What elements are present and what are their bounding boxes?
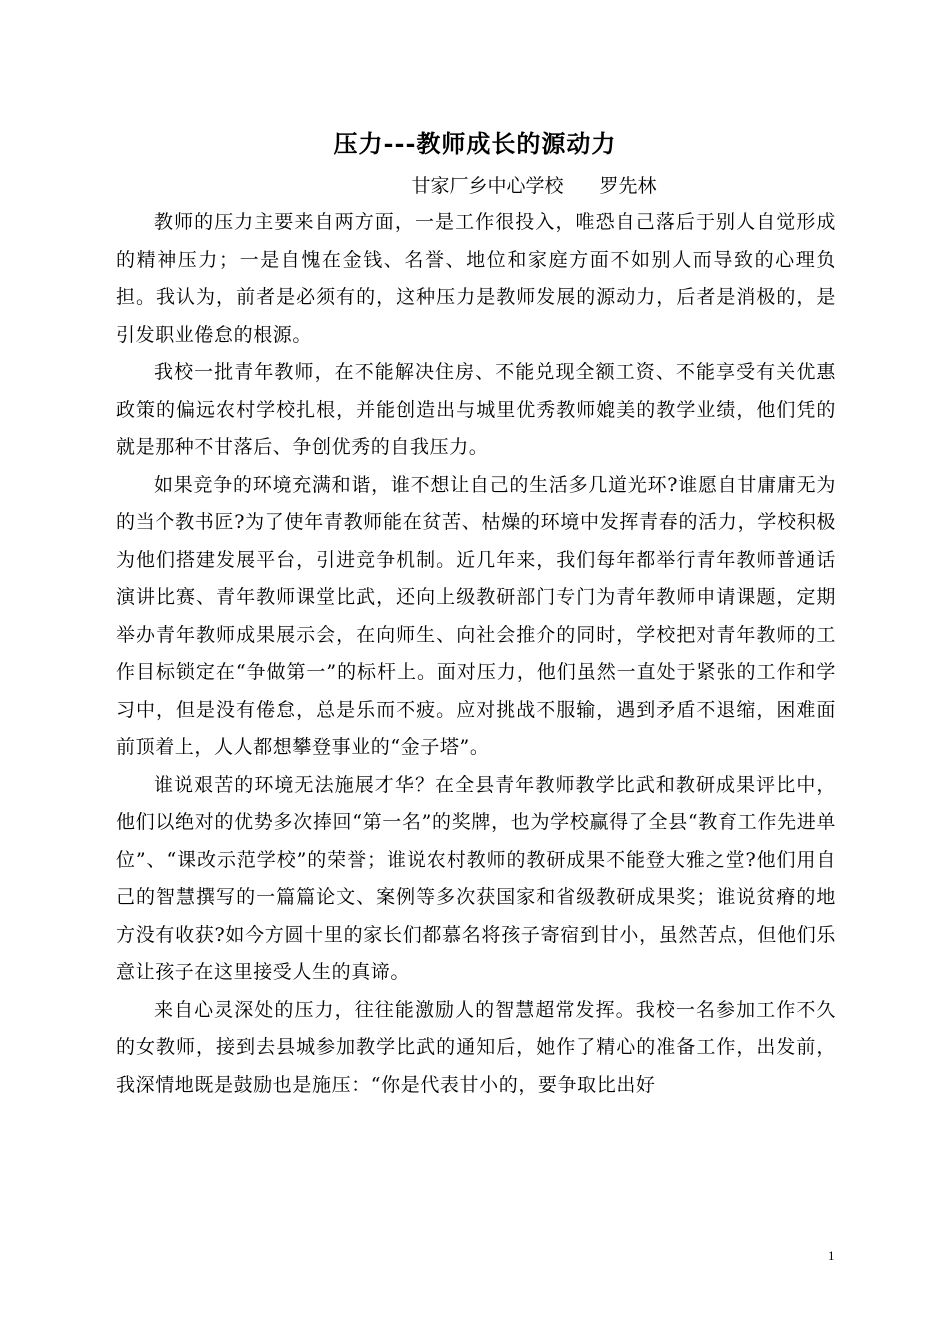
page-number: 1 — [828, 1248, 835, 1263]
paragraph-4: 谁说艰苦的环境无法施展才华？在全县青年教师教学比武和教研成果评比中，他们以绝对的优势多次捧回“第一名”的奖牌，也为学校赢得了全县“教育工作先进单位”、“课改示范学校”的荣誉；谁说农村教师的教研成果不能登大雅之堂?他们用自己的智慧撰写的一篇篇论文、案例等多次获国家和省级教研成果奖；谁说贫瘠的地方没有收获?如今方圆十里的家长们都慕名将孩子寄宿到甘小，虽然苦点，但他们乐意让孩子在这里接受人生的真谛。 — [116, 773, 836, 983]
author-name: 罗先林 — [599, 175, 657, 197]
paragraph-3: 如果竞争的环境充满和谐，谁不想让自己的生活多几道光环?谁愿自甘庸庸无为的当个教书匠?为了使年青教师能在贫苦、枯燥的环境中发挥青春的活力，学校积极为他们搭建发展平台，引进竞争机制。近几年来，我们每年都举行青年教师普通话演讲比赛、青年教师课堂比武，还向上级教研部门专门为青年教师申请课题，定期举办青年教师成果展示会，在向师生、向社会推介的同时，学校把对青年教师的工作目标锁定在“争做第一”的标杆上。面对压力，他们虽然一直处于紧张的工作和学习中，但是没有倦怠，总是乐而不疲。应对挑战不服输，遇到矛盾不退缩，困难面前顶着上，人人都想攀登事业的“金子塔”。 — [116, 473, 836, 758]
byline — [0, 168, 950, 204]
paragraph-2: 我校一批青年教师，在不能解决住房、不能兑现全额工资、不能享受有关优惠政策的偏远农村学校扎根，并能创造出与城里优秀教师媲美的教学业绩，他们凭的就是那种不甘落后、争创优秀的自我压力。 — [116, 361, 836, 458]
paragraph-5: 来自心灵深处的压力，往往能激励人的智慧超常发挥。我校一名参加工作不久的女教师，接到去县城参加教学比武的通知后，她作了精心的准备工作，出发前，我深情地既是鼓励也是施压：“你是代表甘小的，要争取比出好 — [116, 998, 836, 1096]
document-title: 压力---教师成长的源动力 — [333, 129, 617, 158]
article-body — [116, 204, 836, 1104]
school-name: 甘家厂乡中心学校 — [411, 175, 564, 197]
paragraph-1: 教师的压力主要来自两方面，一是工作很投入，唯恐自己落后于别人自觉形成的精神压力；一是自愧在金钱、名誉、地位和家庭方面不如别人而导致的心理负担。我认为，前者是必须有的，这种压力是教师发展的源动力，后者是消极的，是引发职业倦怠的根源。 — [116, 211, 836, 346]
